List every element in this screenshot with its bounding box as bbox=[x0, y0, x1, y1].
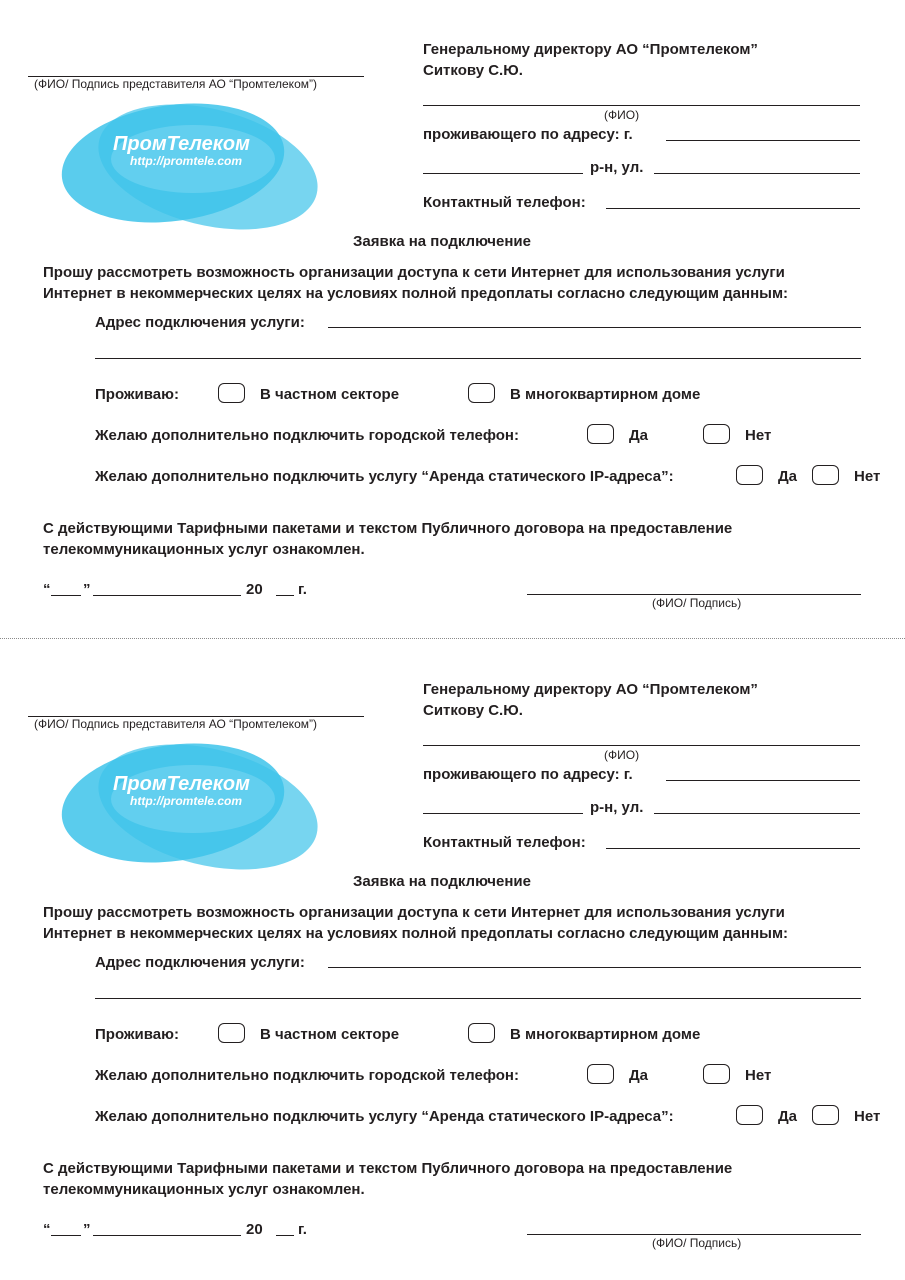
date-close-quote: ” bbox=[83, 581, 91, 598]
city-phone-yes-checkbox[interactable] bbox=[587, 1064, 614, 1084]
signature-caption: (ФИО/ Подпись) bbox=[652, 1236, 742, 1250]
static-ip-yes-label: Да bbox=[778, 468, 798, 485]
addressee-line-2: Ситкову С.Ю. bbox=[423, 702, 523, 719]
static-ip-question: Желаю дополнительно подключить услугу “Аренда статического IP-адреса”: bbox=[95, 1108, 674, 1125]
city-field[interactable] bbox=[666, 780, 860, 781]
day-field[interactable] bbox=[51, 595, 81, 596]
private-sector-label: В частном секторе bbox=[260, 1026, 400, 1043]
year-suffix: г. bbox=[298, 1221, 307, 1238]
logo-name: ПромТелеком bbox=[113, 773, 250, 795]
apartment-building-label: В многоквартирном доме bbox=[510, 1026, 701, 1043]
service-address-field[interactable] bbox=[328, 967, 861, 968]
phone-field[interactable] bbox=[606, 208, 860, 209]
cut-line bbox=[0, 638, 905, 639]
service-address-field-2[interactable] bbox=[95, 358, 861, 359]
promtelecom-logo bbox=[58, 725, 328, 870]
request-text-line-1: Прошу рассмотреть возможность организации доступа к сети Интернет для использования услуги bbox=[43, 904, 785, 921]
form-title: Заявка на подключение bbox=[353, 233, 531, 250]
static-ip-no-checkbox[interactable] bbox=[812, 1105, 839, 1125]
acknowledgement-line-2: телекоммуникационных услуг ознакомлен. bbox=[43, 1181, 365, 1198]
promtelecom-logo bbox=[58, 85, 328, 230]
fio-caption: (ФИО) bbox=[604, 108, 640, 122]
city-phone-no-checkbox[interactable] bbox=[703, 424, 730, 444]
district-field[interactable] bbox=[423, 813, 583, 814]
applicant-signature-line[interactable] bbox=[527, 594, 861, 595]
request-text-line-2: Интернет в некоммерческих целях на условиях полной предоплаты согласно следующим данным: bbox=[43, 925, 789, 942]
service-address-field-2[interactable] bbox=[95, 998, 861, 999]
street-field[interactable] bbox=[654, 813, 860, 814]
static-ip-no-label: Нет bbox=[854, 1108, 881, 1125]
apartment-building-checkbox[interactable] bbox=[468, 1023, 495, 1043]
service-address-label: Адрес подключения услуги: bbox=[95, 954, 305, 971]
year-prefix: 20 bbox=[246, 1221, 263, 1238]
city-phone-yes-label: Да bbox=[629, 427, 649, 444]
address-label: проживающего по адресу: г. bbox=[423, 126, 633, 143]
city-field[interactable] bbox=[666, 140, 860, 141]
applicant-name-field[interactable] bbox=[423, 745, 860, 746]
apartment-building-label: В многоквартирном доме bbox=[510, 386, 701, 403]
representative-caption: (ФИО/ Подпись представителя АО “Промтелеком”) bbox=[34, 717, 317, 731]
phone-field[interactable] bbox=[606, 848, 860, 849]
logo-graphic bbox=[58, 725, 328, 870]
year-suffix: г. bbox=[298, 581, 307, 598]
address-label: проживающего по адресу: г. bbox=[423, 766, 633, 783]
request-text-line-1: Прошу рассмотреть возможность организации доступа к сети Интернет для использования услуги bbox=[43, 264, 785, 281]
logo-graphic bbox=[58, 85, 328, 230]
city-phone-yes-label: Да bbox=[629, 1067, 649, 1084]
month-field[interactable] bbox=[93, 1235, 241, 1236]
addressee-line-1: Генеральному директору АО “Промтелеком” bbox=[423, 41, 758, 58]
logo-url: http://promtele.com bbox=[130, 154, 243, 168]
form-title: Заявка на подключение bbox=[353, 873, 531, 890]
representative-caption: (ФИО/ Подпись представителя АО “Промтелеком”) bbox=[34, 77, 317, 91]
logo-url: http://promtele.com bbox=[130, 794, 243, 808]
city-phone-no-label: Нет bbox=[745, 1067, 772, 1084]
static-ip-yes-checkbox[interactable] bbox=[736, 465, 763, 485]
street-field[interactable] bbox=[654, 173, 860, 174]
month-field[interactable] bbox=[93, 595, 241, 596]
static-ip-no-checkbox[interactable] bbox=[812, 465, 839, 485]
phone-label: Контактный телефон: bbox=[423, 194, 586, 211]
district-field[interactable] bbox=[423, 173, 583, 174]
signature-caption: (ФИО/ Подпись) bbox=[652, 596, 742, 610]
residence-label: Проживаю: bbox=[95, 386, 179, 403]
static-ip-no-label: Нет bbox=[854, 468, 881, 485]
private-sector-label: В частном секторе bbox=[260, 386, 400, 403]
service-address-field[interactable] bbox=[328, 327, 861, 328]
district-label: р-н, ул. bbox=[590, 159, 644, 176]
addressee-line-1: Генеральному директору АО “Промтелеком” bbox=[423, 681, 758, 698]
fio-caption: (ФИО) bbox=[604, 748, 640, 762]
static-ip-yes-label: Да bbox=[778, 1108, 798, 1125]
date-close-quote: ” bbox=[83, 1221, 91, 1238]
private-sector-checkbox[interactable] bbox=[218, 1023, 245, 1043]
logo-name: ПромТелеком bbox=[113, 133, 250, 155]
apartment-building-checkbox[interactable] bbox=[468, 383, 495, 403]
acknowledgement-line-1: С действующими Тарифными пакетами и текстом Публичного договора на предоставление bbox=[43, 520, 733, 537]
year-prefix: 20 bbox=[246, 581, 263, 598]
district-label: р-н, ул. bbox=[590, 799, 644, 816]
city-phone-no-label: Нет bbox=[745, 427, 772, 444]
phone-label: Контактный телефон: bbox=[423, 834, 586, 851]
date-open-quote: “ bbox=[43, 1221, 51, 1238]
acknowledgement-line-1: С действующими Тарифными пакетами и текстом Публичного договора на предоставление bbox=[43, 1160, 733, 1177]
city-phone-no-checkbox[interactable] bbox=[703, 1064, 730, 1084]
applicant-signature-line[interactable] bbox=[527, 1234, 861, 1235]
service-address-label: Адрес подключения услуги: bbox=[95, 314, 305, 331]
addressee-line-2: Ситкову С.Ю. bbox=[423, 62, 523, 79]
city-phone-yes-checkbox[interactable] bbox=[587, 424, 614, 444]
city-phone-question: Желаю дополнительно подключить городской телефон: bbox=[95, 427, 519, 444]
day-field[interactable] bbox=[51, 1235, 81, 1236]
private-sector-checkbox[interactable] bbox=[218, 383, 245, 403]
year-field[interactable] bbox=[276, 1235, 294, 1236]
year-field[interactable] bbox=[276, 595, 294, 596]
residence-label: Проживаю: bbox=[95, 1026, 179, 1043]
acknowledgement-line-2: телекоммуникационных услуг ознакомлен. bbox=[43, 541, 365, 558]
static-ip-question: Желаю дополнительно подключить услугу “Аренда статического IP-адреса”: bbox=[95, 468, 674, 485]
static-ip-yes-checkbox[interactable] bbox=[736, 1105, 763, 1125]
date-open-quote: “ bbox=[43, 581, 51, 598]
application-form-2 bbox=[0, 640, 905, 1280]
request-text-line-2: Интернет в некоммерческих целях на условиях полной предоплаты согласно следующим данным: bbox=[43, 285, 789, 302]
city-phone-question: Желаю дополнительно подключить городской телефон: bbox=[95, 1067, 519, 1084]
applicant-name-field[interactable] bbox=[423, 105, 860, 106]
